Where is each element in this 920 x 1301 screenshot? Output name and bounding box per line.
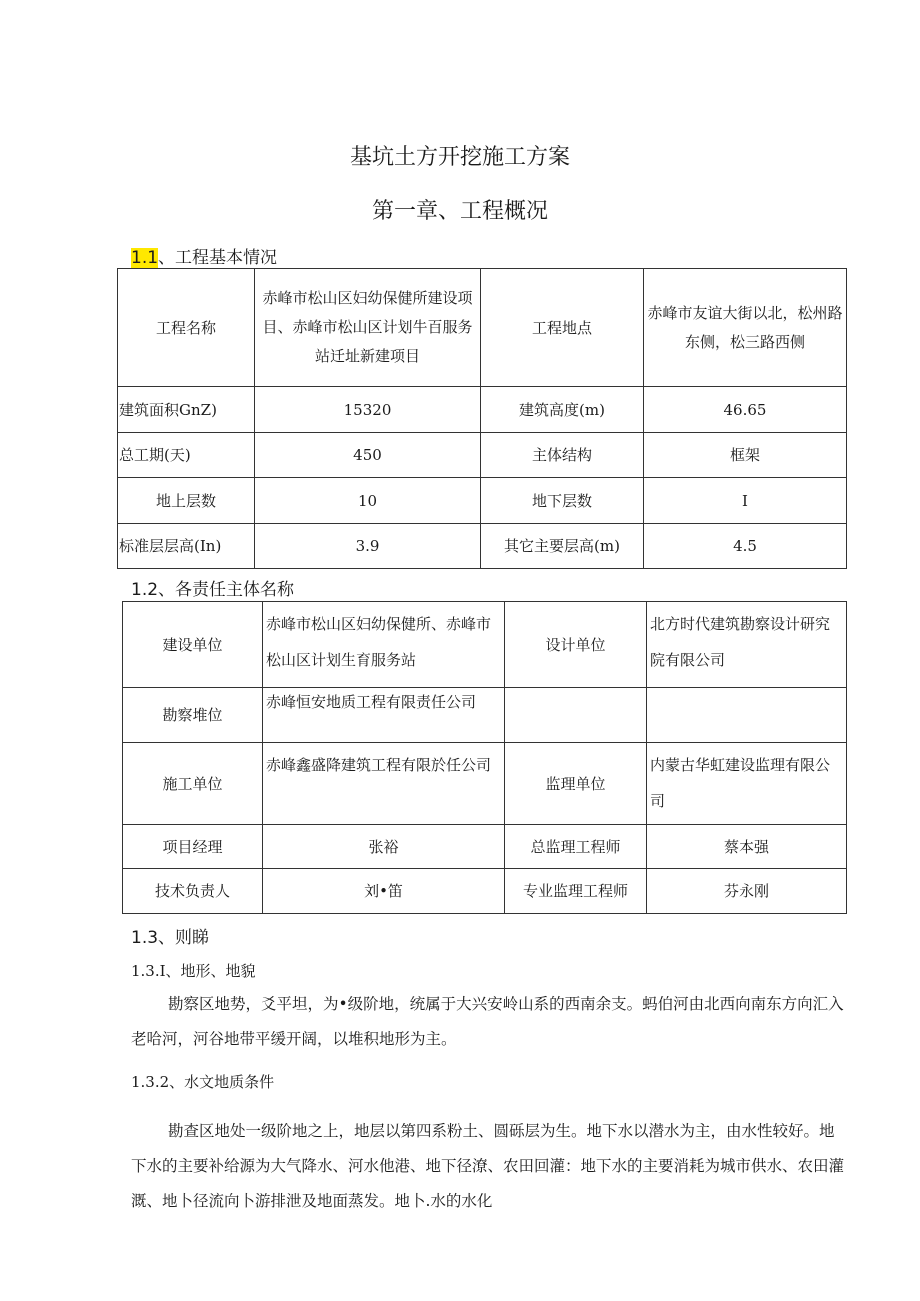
label-cell: 勘察堆位 bbox=[123, 688, 263, 743]
document-title: 基坑土方开挖施工方案 bbox=[349, 145, 570, 170]
label-cell: 设计单位 bbox=[505, 602, 647, 688]
subsection-1-3-1-body: 勘察区地势，爻平坦，为•级阶地，统属于大兴安岭山系的西南余支。蚂伯河由北西向南东方向汇入老哈河，河谷地带平缓开阔，以堆积地形为主。 bbox=[131, 995, 844, 1048]
label-cell: 专业监理工程师 bbox=[505, 869, 647, 914]
value-cell: 内蒙古华虹建设监理有限公司 bbox=[647, 743, 847, 825]
table-row bbox=[118, 478, 847, 524]
label-cell: 建筑高度(m) bbox=[481, 387, 644, 433]
label-cell: 其它主要层高(m) bbox=[481, 524, 644, 569]
project-basic-info-table bbox=[117, 268, 847, 569]
table-row bbox=[123, 602, 847, 688]
table-row bbox=[123, 688, 847, 743]
section-1-2-heading: 1.2、各责任主体名称 bbox=[131, 580, 295, 600]
label-cell: 施工单位 bbox=[123, 743, 263, 825]
value-cell: 赤峰恒安地质工程有限责任公司 bbox=[263, 688, 505, 743]
value-cell: I bbox=[644, 478, 847, 524]
value-cell: 450 bbox=[255, 433, 481, 478]
label-cell: 地下层数 bbox=[481, 478, 644, 524]
value-cell: 赤峰市友谊大街以北，松州路东侧，松三路西侧 bbox=[644, 269, 847, 387]
section-number-highlight: 1.1 bbox=[131, 248, 159, 268]
table-row bbox=[118, 269, 847, 387]
responsible-parties-table bbox=[122, 601, 847, 914]
value-cell: 赤峰鑫盛降建筑工程有限於任公司 bbox=[263, 743, 505, 825]
table-row bbox=[118, 387, 847, 433]
label-cell: 工程地点 bbox=[481, 269, 644, 387]
table-row bbox=[118, 433, 847, 478]
section-1-1-heading bbox=[131, 243, 277, 268]
value-cell: 3.9 bbox=[255, 524, 481, 569]
table-row bbox=[118, 524, 847, 569]
section-1-3-heading: 1.3、则睇 bbox=[131, 928, 210, 948]
value-cell: 15320 bbox=[255, 387, 481, 433]
chapter-title: 第一章、工程概况 bbox=[371, 199, 548, 224]
subsection-1-3-2-body: 勘查区地处一级阶地之上，地层以第四系粉土、圆砾层为生。地下水以潜水为主，由水性较好。地下水的主要补给源为大气降水、河水他港、地下径潦、农田回灌：地下水的主要消耗为城市供水、农田灌溉、地卜径流向卜游排泄及地面蒸发。地卜.水的水化 bbox=[131, 1122, 845, 1210]
label-cell: 标准层层高(In) bbox=[118, 524, 255, 569]
label-cell: 总监理工程师 bbox=[505, 825, 647, 869]
label-cell: 监理单位 bbox=[505, 743, 647, 825]
value-cell bbox=[647, 688, 847, 743]
label-cell: 建筑面积GnZ) bbox=[118, 387, 255, 433]
label-cell: 工程名称 bbox=[118, 269, 255, 387]
value-cell: 北方时代建筑勘察设计研究院有限公司 bbox=[647, 602, 847, 688]
value-cell: 芬永刚 bbox=[647, 869, 847, 914]
label-cell: 建设单位 bbox=[123, 602, 263, 688]
label-cell: 技术负责人 bbox=[123, 869, 263, 914]
table-row bbox=[123, 743, 847, 825]
label-cell: 主体结构 bbox=[481, 433, 644, 478]
value-cell: 蔡本强 bbox=[647, 825, 847, 869]
label-cell: 地上层数 bbox=[118, 478, 255, 524]
value-cell: 46.65 bbox=[644, 387, 847, 433]
subsection-1-3-1-heading: 1.3.I、地形、地貌 bbox=[131, 962, 256, 980]
value-cell: 刘•笛 bbox=[263, 869, 505, 914]
value-cell: 4.5 bbox=[644, 524, 847, 569]
section-title: 、工程基本情况 bbox=[158, 248, 278, 268]
table-row bbox=[123, 869, 847, 914]
table-row bbox=[123, 825, 847, 869]
label-cell: 项目经理 bbox=[123, 825, 263, 869]
value-cell: 赤峰市松山区妇幼保健所、赤峰市松山区计划生育服务站 bbox=[263, 602, 505, 688]
label-cell: 总工期(天) bbox=[118, 433, 255, 478]
value-cell: 10 bbox=[255, 478, 481, 524]
subsection-1-3-2-heading: 1.3.2、水文地质条件 bbox=[131, 1073, 275, 1091]
value-cell: 张裕 bbox=[263, 825, 505, 869]
value-cell: 框架 bbox=[644, 433, 847, 478]
value-cell: 赤峰市松山区妇幼保健所建设项目、赤峰市松山区计划牛百服务站迁址新建项目 bbox=[255, 269, 481, 387]
label-cell bbox=[505, 688, 647, 743]
